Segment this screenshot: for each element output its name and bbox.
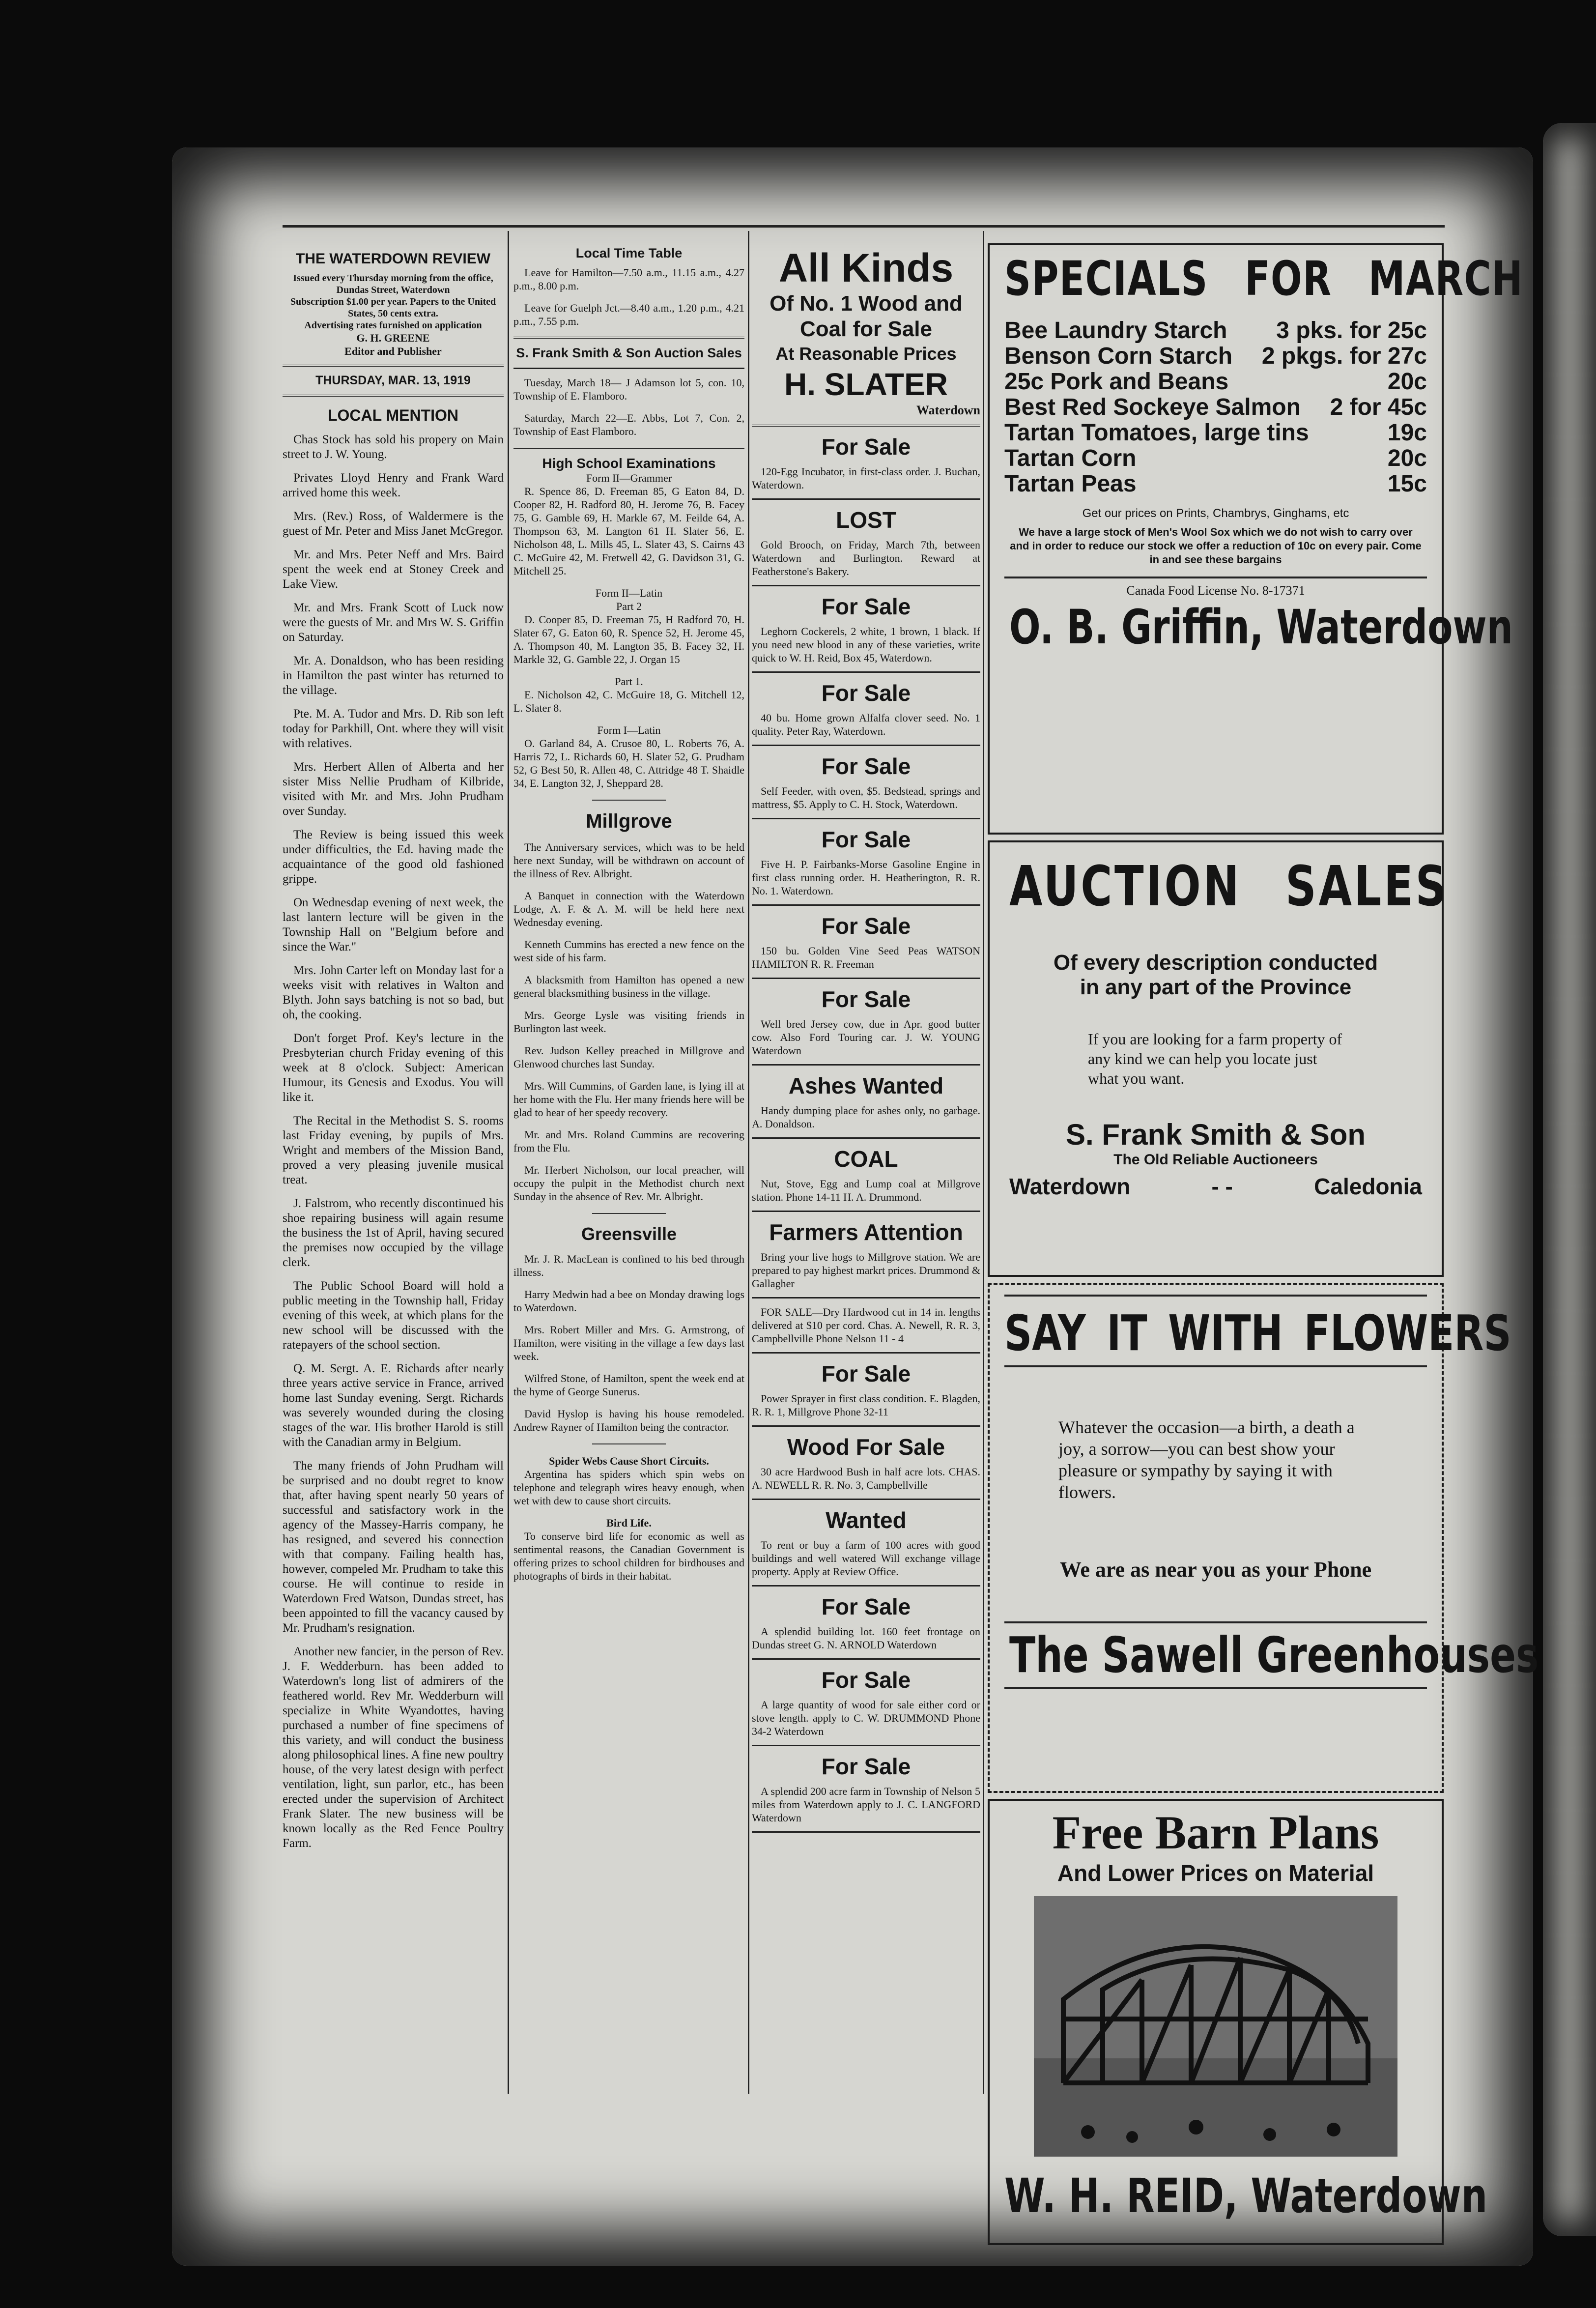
column-rule — [748, 231, 749, 2094]
barn-frame-icon — [1034, 1896, 1397, 2157]
news-paragraph: Wilfred Stone, of Hamilton, spent the week end at the hyme of George Sunerus. — [513, 1372, 744, 1398]
classified-divider — [752, 978, 980, 979]
birdlife-title: Bird Life. — [606, 1517, 652, 1529]
news-paragraph: Q. M. Sergt. A. E. Richards after nearly three years active service in France, arrived home last Sunday evening. Sergt. Richards was severely wounded during the closing stages of the war. His brother Harold is still with the Canadian army in Belgium. — [283, 1362, 504, 1449]
specials-item-name: Best Red Sockeye Salmon — [1004, 394, 1301, 420]
classified-divider — [752, 1137, 980, 1139]
classified-text: To rent or buy a farm of 100 acres with good buildings and well watered Will exchange village property. Apply at Review Office. — [752, 1539, 980, 1578]
auction-ad-title: AUCTION SALES — [1009, 855, 1449, 919]
auction-ad-body: If you are looking for a farm property of any kind we can help you locate just what you want. — [1088, 1030, 1342, 1087]
classified-heading: For Sale — [821, 913, 911, 939]
exam-form-heading: Form II—Latin — [595, 587, 663, 599]
classified-heading: Wood For Sale — [787, 1434, 945, 1460]
news-paragraph: Mrs. Herbert Allen of Alberta and her sister Miss Nellie Prudham of Kilbride, visited with Mr. and Mrs. John Prudham over Sunday. — [283, 760, 504, 818]
news-paragraph: On Wednesdap evening of next week, the last lantern lecture will be given in the Township Hall on "Belgium before and since the War." — [283, 896, 504, 953]
news-paragraph: Chas Stock has sold his propery on Main street to J. W. Young. — [283, 433, 504, 461]
classified-text: Leghorn Cockerels, 2 white, 1 brown, 1 black. If you need new blood in any of these varieties, write quick to W. H. Reid, Box 45, Waterdown. — [752, 625, 980, 664]
classified-heading: Wanted — [826, 1507, 907, 1533]
classified-text: Nut, Stove, Egg and Lump coal at Millgrove station. Phone 14-11 H. A. Drummond. — [752, 1178, 980, 1203]
news-paragraph: A Banquet in connection with the Waterdown Lodge, A. F. & A. M. will be held here next Wednesday evening. — [513, 890, 744, 928]
top-rule — [283, 225, 1445, 228]
section-title: LOCAL MENTION — [327, 406, 459, 424]
masthead-line: Issued every Thursday morning from the office, Dundas Street, Waterdown — [293, 273, 493, 295]
slater-headline: All Kinds — [778, 246, 954, 290]
classified-divider — [752, 1211, 980, 1212]
classified-divider — [752, 1064, 980, 1066]
slater-town: Waterdown — [916, 403, 980, 417]
exam-form-heading: Form II—Grammer — [586, 472, 672, 484]
news-paragraph: Mrs. Will Cummins, of Garden lane, is lying ill at her home with the Flu. Her many friends here will be glad to hear of her speedy recovery. — [513, 1080, 744, 1119]
specials-item — [990, 471, 1442, 497]
masthead-line: Subscription $1.00 per year. Papers to the United States, 50 cents extra. — [290, 296, 496, 319]
flowers-body: Whatever the occasion—a birth, a death a joy, a sorrow—you can best show your pleasure or sympathy by saying it with flowers. — [1058, 1417, 1355, 1502]
classified-divider — [752, 818, 980, 819]
classified-heading: For Sale — [821, 986, 911, 1012]
auction-ad-dash: - - — [1211, 1174, 1233, 1199]
news-paragraph: Kenneth Cummins has erected a new fence on the west side of his farm. — [513, 938, 744, 964]
issue-date: THURSDAY, MAR. 13, 1919 — [315, 374, 471, 387]
news-paragraph: Rev. Judson Kelley preached in Millgrove and Glenwood churches last Sunday. — [513, 1044, 744, 1070]
news-paragraph: A blacksmith from Hamilton has opened a new general blacksmithing business in the village. — [513, 974, 744, 999]
classified-text: 30 acre Hardwood Bush in half acre lots. CHAS. A. NEWELL R. R. No. 3, Campbellville — [752, 1466, 980, 1491]
timetable-title: Local Time Table — [575, 246, 683, 260]
classified-divider — [752, 1499, 980, 1500]
news-paragraph: Mr. and Mrs. Peter Neff and Mrs. Baird spent the week end at Stoney Creek and Lake View. — [283, 548, 504, 591]
classified-text: A large quantity of wood for sale either cord or stove length. apply to C. W. DRUMMOND Phone 34-2 Waterdown — [752, 1699, 980, 1737]
auction-ad-town: Caledonia — [1314, 1174, 1422, 1199]
column-classifieds — [752, 231, 980, 1840]
exam-part-heading: Part 1. — [615, 675, 643, 688]
classified-heading: For Sale — [821, 1361, 911, 1386]
food-license: Canada Food License No. 8-17371 — [1126, 583, 1305, 598]
classified-text: Power Sprayer in first class condition. E. Blagden, R. R. 1, Millgrove Phone 32-11 — [752, 1392, 980, 1418]
flowers-title: SAY IT WITH FLOWERS — [1004, 1304, 1511, 1362]
news-paragraph: The Public School Board will hold a public meeting in the Township hall, Friday evening of this week, at which plans for the new school will be discussed with the ratepayers of the school section. — [283, 1279, 504, 1352]
classified-heading: For Sale — [821, 1754, 911, 1779]
news-paragraph: Mr. and Mrs. Roland Cummins are recovering from the Flu. — [513, 1128, 744, 1154]
classified-text: Well bred Jersey cow, due in Apr. good butter cow. Also Ford Touring car. J. W. YOUNG Waterdown — [752, 1018, 980, 1057]
flowers-phone: We are as near you as your Phone — [1059, 1558, 1372, 1582]
specials-item-name: Tartan Tomatoes, large tins — [1004, 420, 1309, 446]
specials-item — [990, 344, 1442, 369]
classified-text: FOR SALE—Dry Hardwood cut in 14 in. lengths delivered at $10 per cord. Chas. A. Newell, R. R. 3, Campbellville Phone Nelson 11 - 4 — [752, 1306, 980, 1345]
classified-heading: For Sale — [821, 434, 911, 460]
news-paragraph: David Hyslop is having his house remodeled. Andrew Rayner of Hamilton being the contractor. — [513, 1408, 744, 1433]
news-paragraph: The many friends of John Prudham will be surprised and no doubt regret to know that, after having spent nearly 50 years of successful and satisfactory work in the agency of the Massey-Harris company, he has resigned, and severed his connection with that company. Failing health has, however, compeled Mr. Prudham to take this course. He will continue to reside in Waterdown Fred Watson, Dundas street, has been appointed to fill the vacancy caused by Mr. Prudham's resignation. — [283, 1459, 504, 1635]
news-paragraph: Mr. and Mrs. Frank Scott of Luck now were the guests of Mr. and Mrs W. S. Griffin on Saturday. — [283, 601, 504, 644]
slater-line: Of No. 1 Wood and — [770, 291, 963, 316]
specials-ad — [988, 243, 1524, 835]
classified-heading: For Sale — [821, 594, 911, 619]
specials-item-name: Benson Corn Starch — [1004, 343, 1233, 369]
news-paragraph: Mrs. Robert Miller and Mrs. G. Armstrong, of Hamilton, were visiting in the village a few days last week. — [513, 1324, 744, 1362]
exam-results: E. Nicholson 42, C. McGuire 18, G. Mitchell 12, L. Slater 8. — [513, 689, 744, 714]
specials-item — [990, 369, 1442, 395]
barn-title: Free Barn Plans — [1052, 1806, 1379, 1859]
news-paragraph: Harry Medwin had a bee on Monday drawing logs to Waterdown. — [513, 1288, 744, 1314]
specials-item — [990, 318, 1442, 344]
specials-item-price: 20c — [1387, 445, 1427, 471]
news-paragraph: Privates Lloyd Henry and Frank Ward arrived home this week. — [283, 471, 504, 499]
exam-form-heading: Form I—Latin — [597, 724, 661, 736]
spider-title: Spider Webs Cause Short Circuits. — [549, 1455, 709, 1467]
classified-text: Handy dumping place for ashes only, no garbage. A. Donaldson. — [752, 1104, 980, 1130]
greensville-title: Greensville — [581, 1224, 677, 1244]
classified-text: Five H. P. Fairbanks-Morse Gasoline Engine in first class running order. H. Heatherington, R. R. No. 1. Waterdown. — [752, 858, 980, 897]
exam-results: O. Garland 84, A. Crusoe 80, L. Roberts 76, A. Harris 72, L. Richards 60, H. Slater 52, G. Prudham 52, G Best 50, R. Allen 48, C. Attridge 48 T. Shaidle 34, E. Langton 32, J, Sheppard 28. — [513, 737, 744, 789]
classified-text: A splendid building lot. 160 feet frontage on Dundas street G. N. ARNOLD Waterdown — [752, 1625, 980, 1651]
masthead-title: THE WATERDOWN REVIEW — [295, 251, 491, 267]
news-paragraph: J. Falstrom, who recently discontinued his shoe repairing business will again resume the business the 1st of April, having secured the premises now occupied by the village clerk. — [283, 1197, 504, 1269]
specials-note: Get our prices on Prints, Chambrys, Ginghams, etc — [1082, 507, 1349, 520]
classified-text: Bring your live hogs to Millgrove station. We are prepared to pay highest markrt prices. Drummond & Gallagher — [752, 1251, 980, 1290]
publisher-name: G. H. GREENE — [356, 332, 430, 344]
timetable-text: Leave for Guelph Jct.—8.40 a.m., 1.20 p.m., 4.21 p.m., 7.55 p.m. — [513, 302, 744, 327]
specials-note: We have a large stock of Men's Wool Sox which we do not wish to carry over and in order to reduce our stock we offer a reduction of 10c on every pair. Come in and see these bargains — [1010, 526, 1422, 566]
specials-item — [990, 446, 1442, 471]
classified-divider — [752, 745, 980, 746]
classified-divider — [752, 1352, 980, 1354]
auction-entry: Saturday, March 22—E. Abbs, Lot 7, Con. 2, Township of East Flamboro. — [513, 412, 744, 437]
slater-name: H. SLATER — [784, 367, 948, 402]
specials-title: SPECIALS FOR MARCH — [1004, 251, 1524, 306]
barn-firm: W. H. REID, Waterdown — [1004, 2168, 1488, 2223]
slater-line: Coal for Sale — [800, 317, 932, 341]
specials-item-price: 3 pks. for 25c — [1276, 317, 1427, 344]
classified-divider — [752, 498, 980, 500]
classified-heading: For Sale — [821, 680, 911, 706]
news-paragraph: Pte. M. A. Tudor and Mrs. D. Rib son left today for Parkhill, Ont. where they will visit with relatives. — [283, 707, 504, 750]
news-paragraph: Mr. A. Donaldson, who has been residing in Hamilton the past winter has returned to the village. — [283, 654, 504, 697]
classified-divider — [752, 1745, 980, 1746]
classified-heading: Ashes Wanted — [788, 1073, 944, 1098]
exam-results: R. Spence 86, D. Freeman 85, G Eaton 84, D. Cooper 82, H. Radford 80, H. Jerome 76, B. Facey 75, G. Gamble 69, H. Markle 67, M. Feilde 64, A. Thompson 63, M. Langton 61 H. Slater 56, E. Nicholson 48, L. Mills 45, L. Slater 43, S. Cairns 43 C. McGuire 42, M. Fretwell 42, G. Davidson 31, G. Mitchell 25. — [513, 485, 744, 577]
classified-heading: For Sale — [821, 827, 911, 852]
auction-ad-tagline: The Old Reliable Auctioneers — [1113, 1152, 1318, 1168]
news-paragraph: Mr. Herbert Nicholson, our local preacher, will occupy the pulpit in the Methodist church next Sunday in the absence of Rev. Mr. Albright. — [513, 1164, 744, 1203]
specials-item-name: 25c Pork and Beans — [1004, 369, 1229, 395]
specials-item-price: 2 pkgs. for 27c — [1261, 343, 1427, 369]
column-notices — [513, 231, 744, 1591]
auction-ad-line: in any part of the Province — [1080, 975, 1352, 999]
classified-heading: Farmers Attention — [769, 1219, 963, 1245]
specials-item — [990, 395, 1442, 420]
classified-text: A splendid 200 acre farm in Township of Nelson 5 miles from Waterdown apply to J. C. LANGFORD Waterdown — [752, 1785, 980, 1824]
flowers-ad — [988, 1283, 1539, 1793]
classified-heading: For Sale — [821, 1667, 911, 1693]
auction-ad-firm: S. Frank Smith & Son — [1065, 1118, 1366, 1151]
greensville-body — [513, 1252, 744, 1434]
classified-heading: For Sale — [821, 753, 911, 779]
publisher-role: Editor and Publisher — [344, 345, 442, 357]
classified-divider — [752, 1585, 980, 1587]
classified-divider — [752, 1297, 980, 1298]
classified-divider — [752, 1831, 980, 1833]
spider-text: Argentina has spiders which spin webs on telephone and telegraph wires heavy enough, when wet with dew to cause short circuits. — [513, 1468, 744, 1507]
auction-ad-line: Of every description conducted — [1053, 951, 1378, 975]
auction-ad-town: Waterdown — [1009, 1174, 1131, 1199]
store-name: O. B. Griffin, Waterdown — [1009, 600, 1513, 655]
news-paragraph: Don't forget Prof. Key's lecture in the Presbyterian church Friday evening of this week at 8 o'clock. Subject: American Humour, its Genesis and Exodus. You will like it. — [283, 1032, 504, 1104]
news-paragraph: The Review is being issued this week under difficulties, the Ed. having made the acquaintance of the good old fashioned grippe. — [283, 828, 504, 886]
classified-text: 40 bu. Home grown Alfalfa clover seed. No. 1 quality. Peter Ray, Waterdown. — [752, 712, 980, 737]
specials-item — [990, 420, 1442, 446]
specials-item-price: 2 for 45c — [1330, 394, 1427, 420]
news-paragraph: Mrs. George Lysle was visiting friends in Burlington last week. — [513, 1009, 744, 1035]
local-mention-body — [283, 433, 504, 1851]
specials-item-price: 20c — [1387, 369, 1427, 395]
barn-photo — [1034, 1896, 1397, 2157]
classified-list — [752, 433, 980, 1833]
barn-subtitle: And Lower Prices on Material — [1057, 1860, 1374, 1886]
exam-part-heading: Part 2 — [616, 600, 642, 612]
flowers-firm: The Sawell Greenhouses — [1009, 1626, 1539, 1684]
column-local-news — [283, 231, 504, 1860]
specials-item-price: 15c — [1387, 471, 1427, 497]
adjacent-page-edge — [1543, 123, 1596, 2236]
news-paragraph: Mrs. (Rev.) Ross, of Waldermere is the guest of Mr. Peter and Miss Janet McGregor. — [283, 510, 504, 538]
classified-divider — [752, 1658, 980, 1660]
classified-divider — [752, 585, 980, 586]
news-paragraph: Mr. J. R. MacLean is confined to his bed through illness. — [513, 1253, 744, 1278]
classified-text: Gold Brooch, on Friday, March 7th, between Waterdown and Burlington. Reward at Featherstone's Bakery. — [752, 539, 980, 577]
news-paragraph: Mrs. John Carter left on Monday last for a weeks visit with relatives in Walton and Blyth. John says batching is not so bad, but oh, the cooking. — [283, 964, 504, 1021]
specials-item-price: 19c — [1387, 420, 1427, 446]
specials-item-name: Bee Laundry Starch — [1004, 317, 1227, 344]
classified-divider — [752, 1425, 980, 1427]
specials-item-name: Tartan Peas — [1004, 471, 1137, 497]
classified-divider — [752, 671, 980, 673]
timetable-text: Leave for Hamilton—7.50 a.m., 11.15 a.m., 4.27 p.m., 8.00 p.m. — [513, 266, 744, 292]
specials-list — [990, 318, 1442, 497]
specials-item-name: Tartan Corn — [1004, 445, 1137, 471]
classified-heading: LOST — [836, 507, 896, 533]
column-rule — [983, 231, 984, 2094]
exams-title: High School Examinations — [542, 456, 716, 471]
exam-results: D. Cooper 85, D. Freeman 75, H Radford 70, H. Slater 67, G. Eaton 60, R. Spence 52, H. Jerome 45, A. Thompson 40, M. Langton 35, B. Facey 32, H. Markle 32, G. Gamble 22, J. Organ 15 — [513, 613, 744, 665]
classified-divider — [752, 904, 980, 906]
news-paragraph: The Anniversary services, which was to be held here next Sunday, will be withdrawn on account of the illness of Rev. Albright. — [513, 841, 744, 880]
auction-ad — [988, 840, 1449, 1277]
auction-entry: Tuesday, March 18— J Adamson lot 5, con. 10, Township of E. Flamboro. — [513, 376, 744, 402]
millgrove-title: Millgrove — [586, 810, 672, 832]
classified-text: 150 bu. Golden Vine Seed Peas WATSON HAMILTON R. R. Freeman — [752, 945, 980, 970]
news-paragraph: Another new fancier, in the person of Rev. J. F. Wedderburn. has been added to Waterdown's long list of admirers of the feathered world. Rev Mr. Wedderburn will specialize in White Wyandottes, having purchased a number of fine specimens of this variety, and will conduct the business along philosophical lines. A fine new poultry house, of the very latest design with perfect ventilation, light, sun parlor, etc., has been erected under the supervision of Architect Frank Slater. The new business will be known locally as the Red Fence Poultry Farm. — [283, 1645, 504, 1850]
birdlife-text: To conserve bird life for economic as well as sentimental reasons, the Canadian Government is offering prizes to school children for birdhouses and photographs of birds in their habitat. — [513, 1530, 744, 1582]
news-paragraph: The Recital in the Methodist S. S. rooms last Friday evening, by pupils of Mrs. Wright and members of the Mission Band, proved a very pleasing juvenile musical treat. — [283, 1114, 504, 1186]
classified-text: 120-Egg Incubator, in first-class order. J. Buchan, Waterdown. — [752, 465, 980, 491]
classified-heading: For Sale — [821, 1594, 911, 1619]
barn-ad — [988, 1799, 1488, 2245]
auction-list-title: S. Frank Smith & Son Auction Sales — [516, 346, 742, 360]
classified-text: Self Feeder, with oven, $5. Bedstead, springs and mattress, $5. Apply to C. H. Stock, Waterdown. — [752, 785, 980, 810]
masthead-line: Advertising rates furnished on application — [304, 320, 482, 331]
classified-heading: COAL — [834, 1146, 898, 1172]
column-rule — [508, 231, 509, 2094]
slater-line: At Reasonable Prices — [775, 344, 957, 364]
millgrove-body — [513, 840, 744, 1203]
